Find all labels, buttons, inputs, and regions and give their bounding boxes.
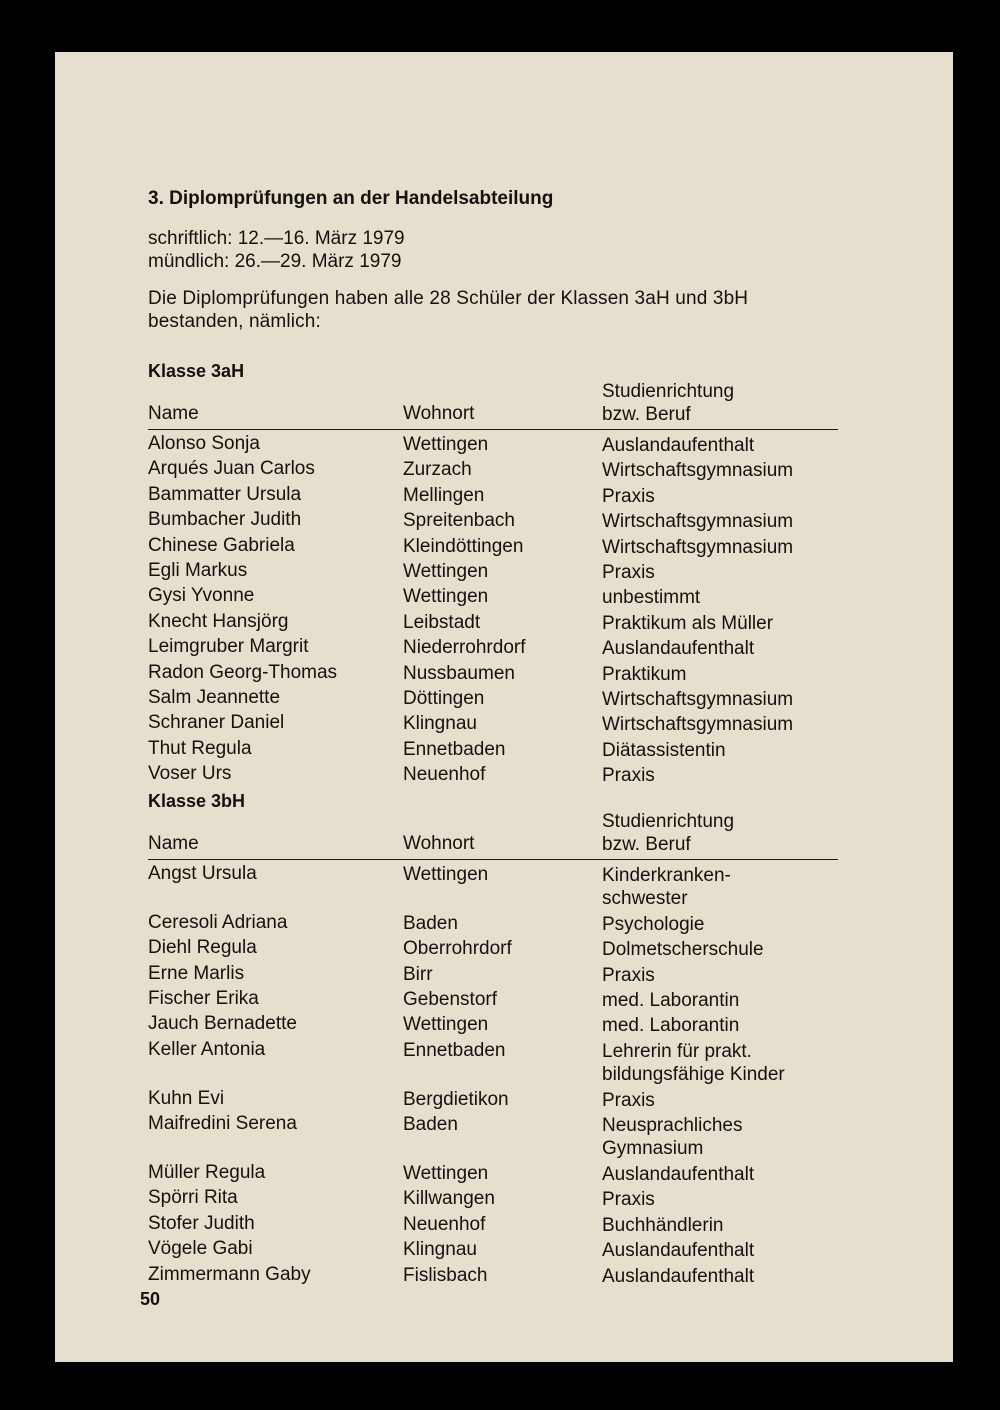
student-studienrichtung: Wirtschaftsgymnasium (602, 536, 794, 558)
student-studienrichtung: Praxis (602, 1089, 655, 1111)
student-name: Schraner Daniel (148, 712, 285, 734)
table-row (148, 635, 838, 660)
student-studienrichtung: Auslandaufenthalt (602, 638, 755, 660)
student-studienrichtung: Wirtschaftsgymnasium (602, 689, 794, 711)
table-row (148, 1212, 838, 1237)
intro-paragraph: Die Diplomprüfungen haben alle 28 Schüler der Klassen 3aH und 3bH bestanden, nämlich: (148, 288, 749, 332)
student-wohnort: Gebenstorf (403, 989, 497, 1011)
student-wohnort: Wettingen (403, 561, 489, 583)
student-name: Maifredini Serena (148, 1113, 297, 1135)
table-row (148, 1087, 838, 1112)
student-wohnort: Baden (403, 912, 458, 934)
student-name: Knecht Hansjörg (148, 610, 289, 632)
student-name: Alonso Sonja (148, 433, 260, 454)
table-row (148, 737, 838, 762)
class-3bh-title: Klasse 3bH (148, 791, 246, 811)
class-3ah-table (148, 359, 838, 788)
class-3bh-rows (148, 860, 838, 1288)
student-name: Thut Regula (148, 737, 252, 759)
student-wohnort: Spreitenbach (403, 510, 515, 532)
student-studienrichtung: Praxis (602, 964, 655, 986)
column-header-wohnort: Wohnort (403, 833, 475, 854)
student-studienrichtung: Praktikum als Müller (602, 612, 774, 634)
table-row (148, 711, 838, 736)
table-row (148, 661, 838, 686)
table-row (148, 1161, 838, 1186)
student-studienrichtung: Wirtschaftsgymnasium (602, 714, 794, 736)
student-name: Bammatter Ursula (148, 483, 302, 505)
student-wohnort: Klingnau (403, 1239, 477, 1261)
table-row (148, 911, 838, 936)
table-row (148, 1038, 838, 1087)
student-name: Stofer Judith (148, 1212, 255, 1234)
student-name: Jauch Bernadette (148, 1013, 297, 1035)
student-studienrichtung: Diätassistentin (602, 739, 726, 761)
column-header-studien: Studienrichtung bzw. Beruf (602, 381, 735, 425)
student-name: Radon Georg-Thomas (148, 661, 338, 683)
table-row (148, 762, 838, 787)
student-wohnort: Ennetbaden (403, 1039, 506, 1061)
student-studienrichtung: Kinderkranken- schwester (602, 865, 731, 910)
student-studienrichtung: med. Laborantin (602, 990, 740, 1012)
page-number: 50 (140, 1289, 161, 1309)
student-studienrichtung: Psychologie (602, 913, 705, 935)
written-exam-date: schriftlich: 12.—16. März 1979 (148, 228, 405, 249)
student-wohnort: Fislisbach (403, 1264, 488, 1286)
student-name: Keller Antonia (148, 1038, 266, 1060)
student-studienrichtung: Praxis (602, 485, 655, 507)
student-studienrichtung: Auslandaufenthalt (602, 1240, 755, 1262)
student-wohnort: Niederrohrdorf (403, 637, 526, 659)
table-row (148, 584, 838, 609)
table-row (148, 508, 838, 533)
student-studienrichtung: Wirtschaftsgymnasium (602, 460, 794, 482)
student-wohnort: Mellingen (403, 484, 485, 506)
exam-dates (148, 227, 405, 273)
student-name: Voser Urs (148, 763, 232, 785)
student-wohnort: Leibstadt (403, 611, 481, 633)
student-studienrichtung: Praxis (602, 1189, 655, 1211)
student-wohnort: Döttingen (403, 688, 485, 710)
student-name: Zimmermann Gaby (148, 1263, 311, 1285)
student-studienrichtung: Praktikum (602, 663, 687, 685)
student-wohnort: Wettingen (403, 434, 489, 455)
student-wohnort: Baden (403, 1114, 458, 1136)
column-header-name: Name (148, 403, 199, 424)
student-name: Vögele Gabi (148, 1238, 253, 1260)
student-studienrichtung: unbestimmt (602, 587, 701, 609)
student-name: Angst Ursula (148, 863, 257, 884)
student-wohnort: Killwangen (403, 1188, 495, 1210)
table-row (148, 862, 838, 911)
student-name: Erne Marlis (148, 962, 245, 984)
column-header-name: Name (148, 833, 199, 854)
student-wohnort: Kleindöttingen (403, 535, 524, 557)
student-wohnort: Neuenhof (403, 1213, 486, 1235)
student-name: Kuhn Evi (148, 1087, 225, 1109)
student-studienrichtung: Auslandaufenthalt (602, 1163, 755, 1185)
student-studienrichtung: med. Laborantin (602, 1015, 740, 1037)
table-row (148, 1186, 838, 1211)
student-name: Salm Jeannette (148, 687, 281, 709)
column-header-studien: Studienrichtung bzw. Beruf (602, 811, 735, 855)
student-studienrichtung: Auslandaufenthalt (602, 1265, 755, 1287)
class-3bh-table (148, 789, 838, 1288)
class-3bh-header (148, 813, 838, 860)
document-page (55, 52, 953, 1362)
student-studienrichtung: Buchhändlerin (602, 1214, 724, 1236)
student-wohnort: Klingnau (403, 713, 477, 735)
student-studienrichtung: Auslandaufenthalt (602, 435, 755, 456)
table-row (148, 1112, 838, 1161)
student-name: Spörri Rita (148, 1187, 238, 1209)
student-name: Gysi Yvonne (148, 585, 255, 607)
table-row (148, 987, 838, 1012)
student-name: Bumbacher Judith (148, 509, 302, 531)
table-row (148, 610, 838, 635)
student-name: Egli Markus (148, 560, 248, 582)
student-wohnort: Bergdietikon (403, 1088, 509, 1110)
table-row (148, 686, 838, 711)
student-wohnort: Neuenhof (403, 764, 486, 786)
student-name: Arqués Juan Carlos (148, 458, 315, 480)
student-name: Chinese Gabriela (148, 534, 295, 556)
student-wohnort: Wettingen (403, 864, 489, 885)
student-name: Diehl Regula (148, 937, 257, 959)
student-wohnort: Oberrohrdorf (403, 938, 512, 960)
table-row (148, 534, 838, 559)
student-studienrichtung: Praxis (602, 562, 655, 584)
class-3ah-title: Klasse 3aH (148, 361, 245, 381)
class-3ah-header (148, 383, 838, 430)
student-wohnort: Nussbaumen (403, 662, 515, 684)
oral-exam-date: mündlich: 26.—29. März 1979 (148, 251, 402, 272)
student-studienrichtung: Wirtschaftsgymnasium (602, 511, 794, 533)
student-wohnort: Wettingen (403, 1014, 489, 1036)
student-studienrichtung: Neusprachliches Gymnasium (602, 1115, 743, 1160)
student-name: Ceresoli Adriana (148, 911, 288, 933)
student-wohnort: Birr (403, 963, 433, 985)
table-row (148, 457, 838, 482)
section-heading: 3. Diplomprüfungen an der Handelsabteilung (148, 188, 554, 209)
student-name: Müller Regula (148, 1161, 266, 1183)
student-name: Leimgruber Margrit (148, 636, 309, 658)
table-row (148, 559, 838, 584)
table-row (148, 1237, 838, 1262)
student-wohnort: Wettingen (403, 1162, 489, 1184)
table-row (148, 1263, 838, 1288)
student-name: Fischer Erika (148, 988, 259, 1010)
table-row (148, 483, 838, 508)
class-3ah-rows (148, 430, 838, 788)
student-studienrichtung: Lehrerin für prakt. bildungsfähige Kinder (602, 1040, 785, 1086)
student-studienrichtung: Dolmetscherschule (602, 939, 764, 961)
student-wohnort: Wettingen (403, 586, 489, 608)
table-row (148, 936, 838, 961)
student-wohnort: Ennetbaden (403, 738, 506, 760)
table-row (148, 432, 838, 457)
table-row (148, 1012, 838, 1037)
column-header-wohnort: Wohnort (403, 403, 475, 424)
student-wohnort: Zurzach (403, 459, 472, 481)
table-row (148, 962, 838, 987)
student-studienrichtung: Praxis (602, 765, 655, 787)
